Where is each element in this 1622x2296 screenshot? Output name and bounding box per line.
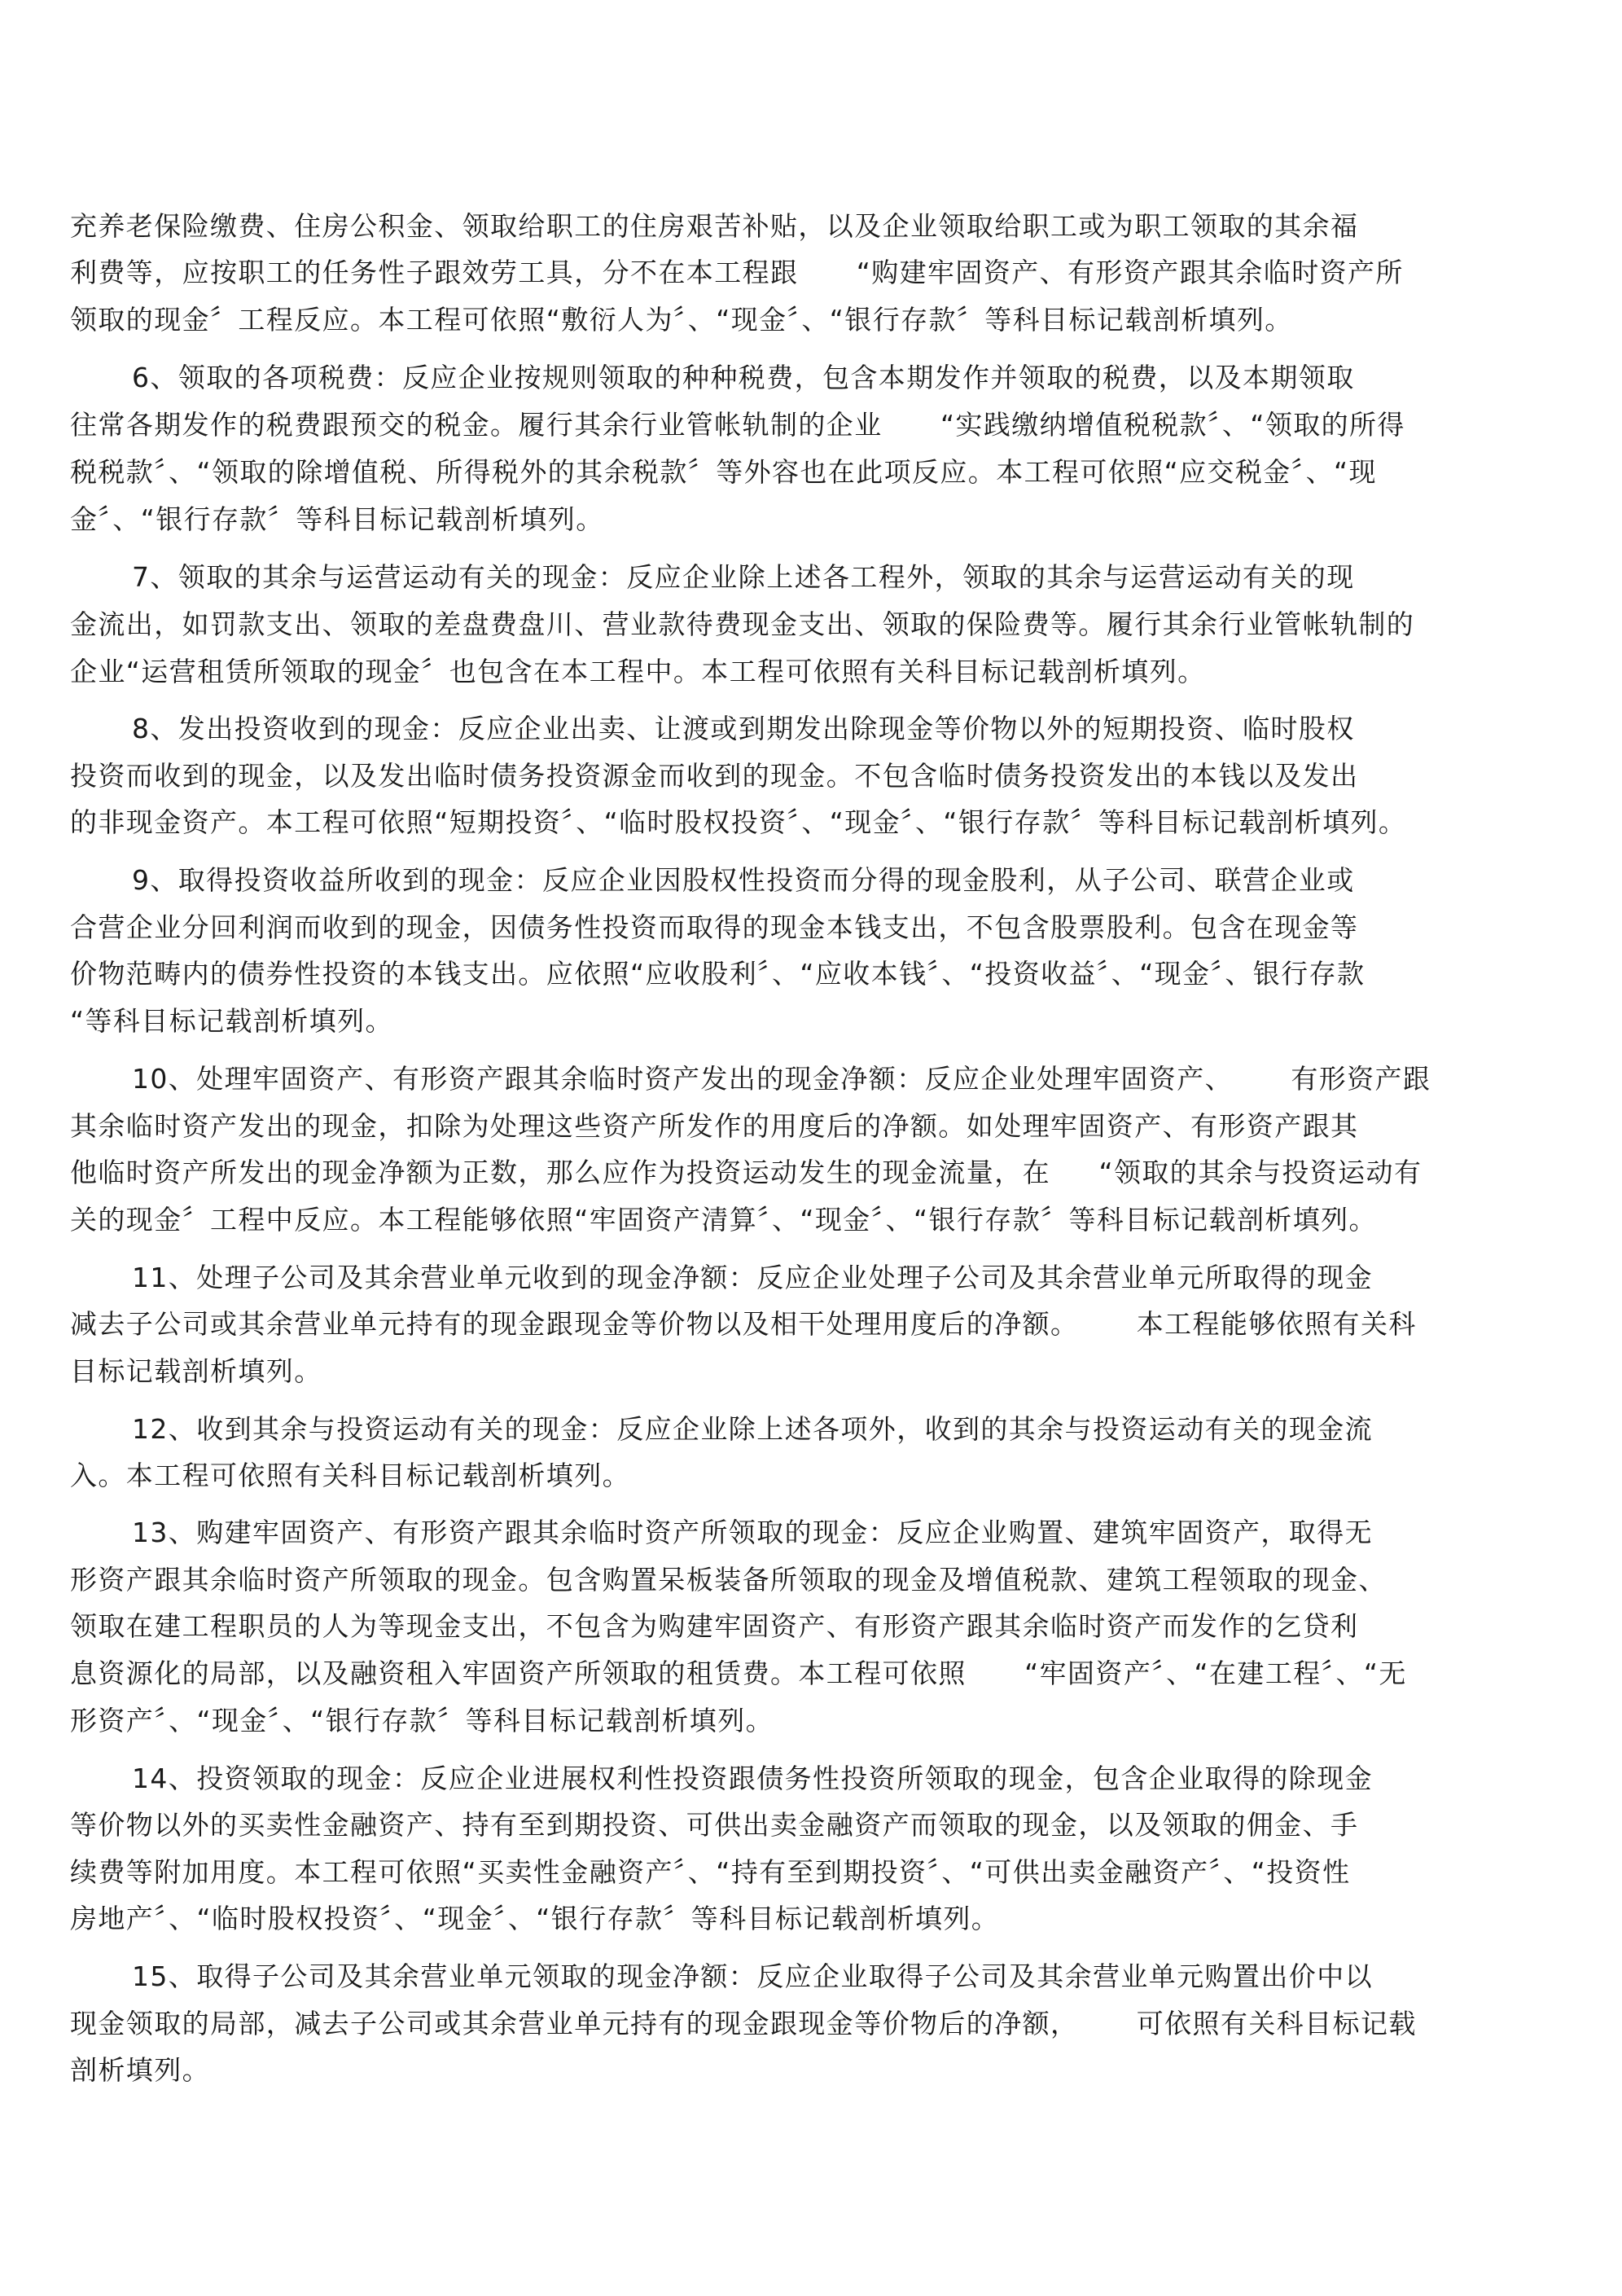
text-line: 7、领取的其余与运营运动有关的现金：反应企业除上述各工程外，领取的其余与运营运动有关的现 [132, 561, 1355, 593]
text-line: 9、取得投资收益所收到的现金：反应企业因股权性投资而分得的现金股利，从子公司、联营企业或 [132, 864, 1355, 896]
text-line: 充养老保险缴费、住房公积金、领取给职工的住房艰苦补贴，以及企业领取给职工或为职工领取的其余福 [70, 210, 1359, 242]
text-line: 入。本工程可依照有关科目标记载剖析填列。 [70, 1460, 630, 1491]
text-line: 往常各期发作的税费跟预交的税金。履行其余行业管帐轨制的企业 “实践缴纳增值税税款〞、“领取的所得 [70, 409, 1405, 441]
text-line: 形资产跟其余临时资产所领取的现金。包含购置呆板装备所领取的现金及增值税款、建筑工程领取的现金、 [70, 1564, 1387, 1596]
text-line: 其余临时资产发出的现金，扣除为处理这些资产所发作的用度后的净额。如处理牢固资产、有形资产跟其 [70, 1110, 1359, 1142]
text-line: 8、发出投资收到的现金：反应企业出卖、让渡或到期发出除现金等价物以外的短期投资、临时股权 [132, 713, 1355, 744]
text-line: 房地产〞、“临时股权投资〞、“现金〞、“银行存款〞等科目标记载剖析填列。 [70, 1903, 1000, 1934]
text-line: 现金领取的局部，减去子公司或其余营业单元持有的现金跟现金等价物后的净额， 可依照有关科目标记载 [70, 2008, 1417, 2039]
text-line: 他临时资产所发出的现金净额为正数，那么应作为投资运动发生的现金流量，在 “领取的其余与投资运动有 [70, 1157, 1423, 1188]
text-line: 金流出，如罚款支出、领取的差盘费盘川、营业款待费现金支出、领取的保险费等。履行其余行业管帐轨制的 [70, 608, 1415, 640]
text-line: 投资而收到的现金，以及发出临时债务投资源金而收到的现金。不包含临时债务投资发出的本钱以及发出 [70, 760, 1359, 792]
text-line: 形资产〞、“现金〞、“银行存款〞等科目标记载剖析填列。 [70, 1705, 774, 1736]
text-line: 领取的现金〞工程反应。本工程可依照“敷衍人为〞、“现金〞、“银行存款〞等科目标记载剖析填列。 [70, 304, 1293, 336]
text-line: 领取在建工程职员的人为等现金支出，不包含为购建牢固资产、有形资产跟其余临时资产而发作的乞贷利 [70, 1610, 1359, 1642]
text-line: 合营企业分回利润而收到的现金，因债务性投资而取得的现金本钱支出，不包含股票股利。包含在现金等 [70, 911, 1359, 943]
text-line: 13、购建牢固资产、有形资产跟其余临时资产所领取的现金：反应企业购置、建筑牢固资产，取得无 [132, 1517, 1373, 1548]
text-line: 14、投资领取的现金：反应企业进展权利性投资跟债务性投资所领取的现金，包含企业取得的除现金 [132, 1763, 1373, 1794]
text-line: 续费等附加用度。本工程可依照“买卖性金融资产〞、“持有至到期投资〞、“可供出卖金融资产〞、“投资性 [70, 1856, 1351, 1888]
text-line: 剖析填列。 [70, 2054, 210, 2086]
text-line: 等价物以外的买卖性金融资产、持有至到期投资、可供出卖金融资产而领取的现金，以及领取的佣金、手 [70, 1809, 1359, 1841]
text-line: 6、领取的各项税费：反应企业按规则领取的种种税费，包含本期发作并领取的税费，以及本期领取 [132, 362, 1355, 393]
text-line: 11、处理子公司及其余营业单元收到的现金净额：反应企业处理子公司及其余营业单元所取得的现金 [132, 1262, 1373, 1293]
text-line: “等科目标记载剖析填列。 [70, 1005, 393, 1037]
text-line: 的非现金资产。本工程可依照“短期投资〞、“临时股权投资〞、“现金〞、“银行存款〞等科目标记载剖析填列。 [70, 806, 1407, 838]
text-line: 12、收到其余与投资运动有关的现金：反应企业除上述各项外，收到的其余与投资运动有关的现金流 [132, 1413, 1373, 1445]
text-line: 目标记载剖析填列。 [70, 1355, 322, 1387]
text-line: 减去子公司或其余营业单元持有的现金跟现金等价物以及相干处理用度后的净额。 本工程能够依照有关科 [70, 1308, 1417, 1340]
text-line: 10、处理牢固资产、有形资产跟其余临时资产发出的现金净额：反应企业处理牢固资产、 有形资产跟 [132, 1063, 1431, 1095]
text-line: 关的现金〞工程中反应。本工程能够依照“牢固资产清算〞、“现金〞、“银行存款〞等科目标记载剖析填列。 [70, 1204, 1377, 1236]
text-line: 15、取得子公司及其余营业单元领取的现金净额：反应企业取得子公司及其余营业单元购置出价中以 [132, 1960, 1373, 1992]
text-line: 税税款〞、“领取的除增值税、所得税外的其余税款〞等外容也在此项反应。本工程可依照“应交税金〞、“现 [70, 456, 1377, 488]
text-line: 息资源化的局部，以及融资租入牢固资产所领取的租赁费。本工程可依照 “牢固资产〞、“在建工程〞、“无 [70, 1657, 1407, 1689]
text-line: 企业“运营租赁所领取的现金〞也包含在本工程中。本工程可依照有关科目标记载剖析填列。 [70, 656, 1206, 687]
text-line: 金〞、“银行存款〞等科目标记载剖析填列。 [70, 503, 604, 535]
text-line: 价物范畴内的债券性投资的本钱支出。应依照“应收股利〞、“应收本钱〞、“投资收益〞、“现金〞、银行存款 [70, 958, 1366, 990]
text-line: 利费等，应按职工的任务性子跟效劳工具，分不在本工程跟 “购建牢固资产、有形资产跟其余临时资产所 [70, 257, 1404, 288]
